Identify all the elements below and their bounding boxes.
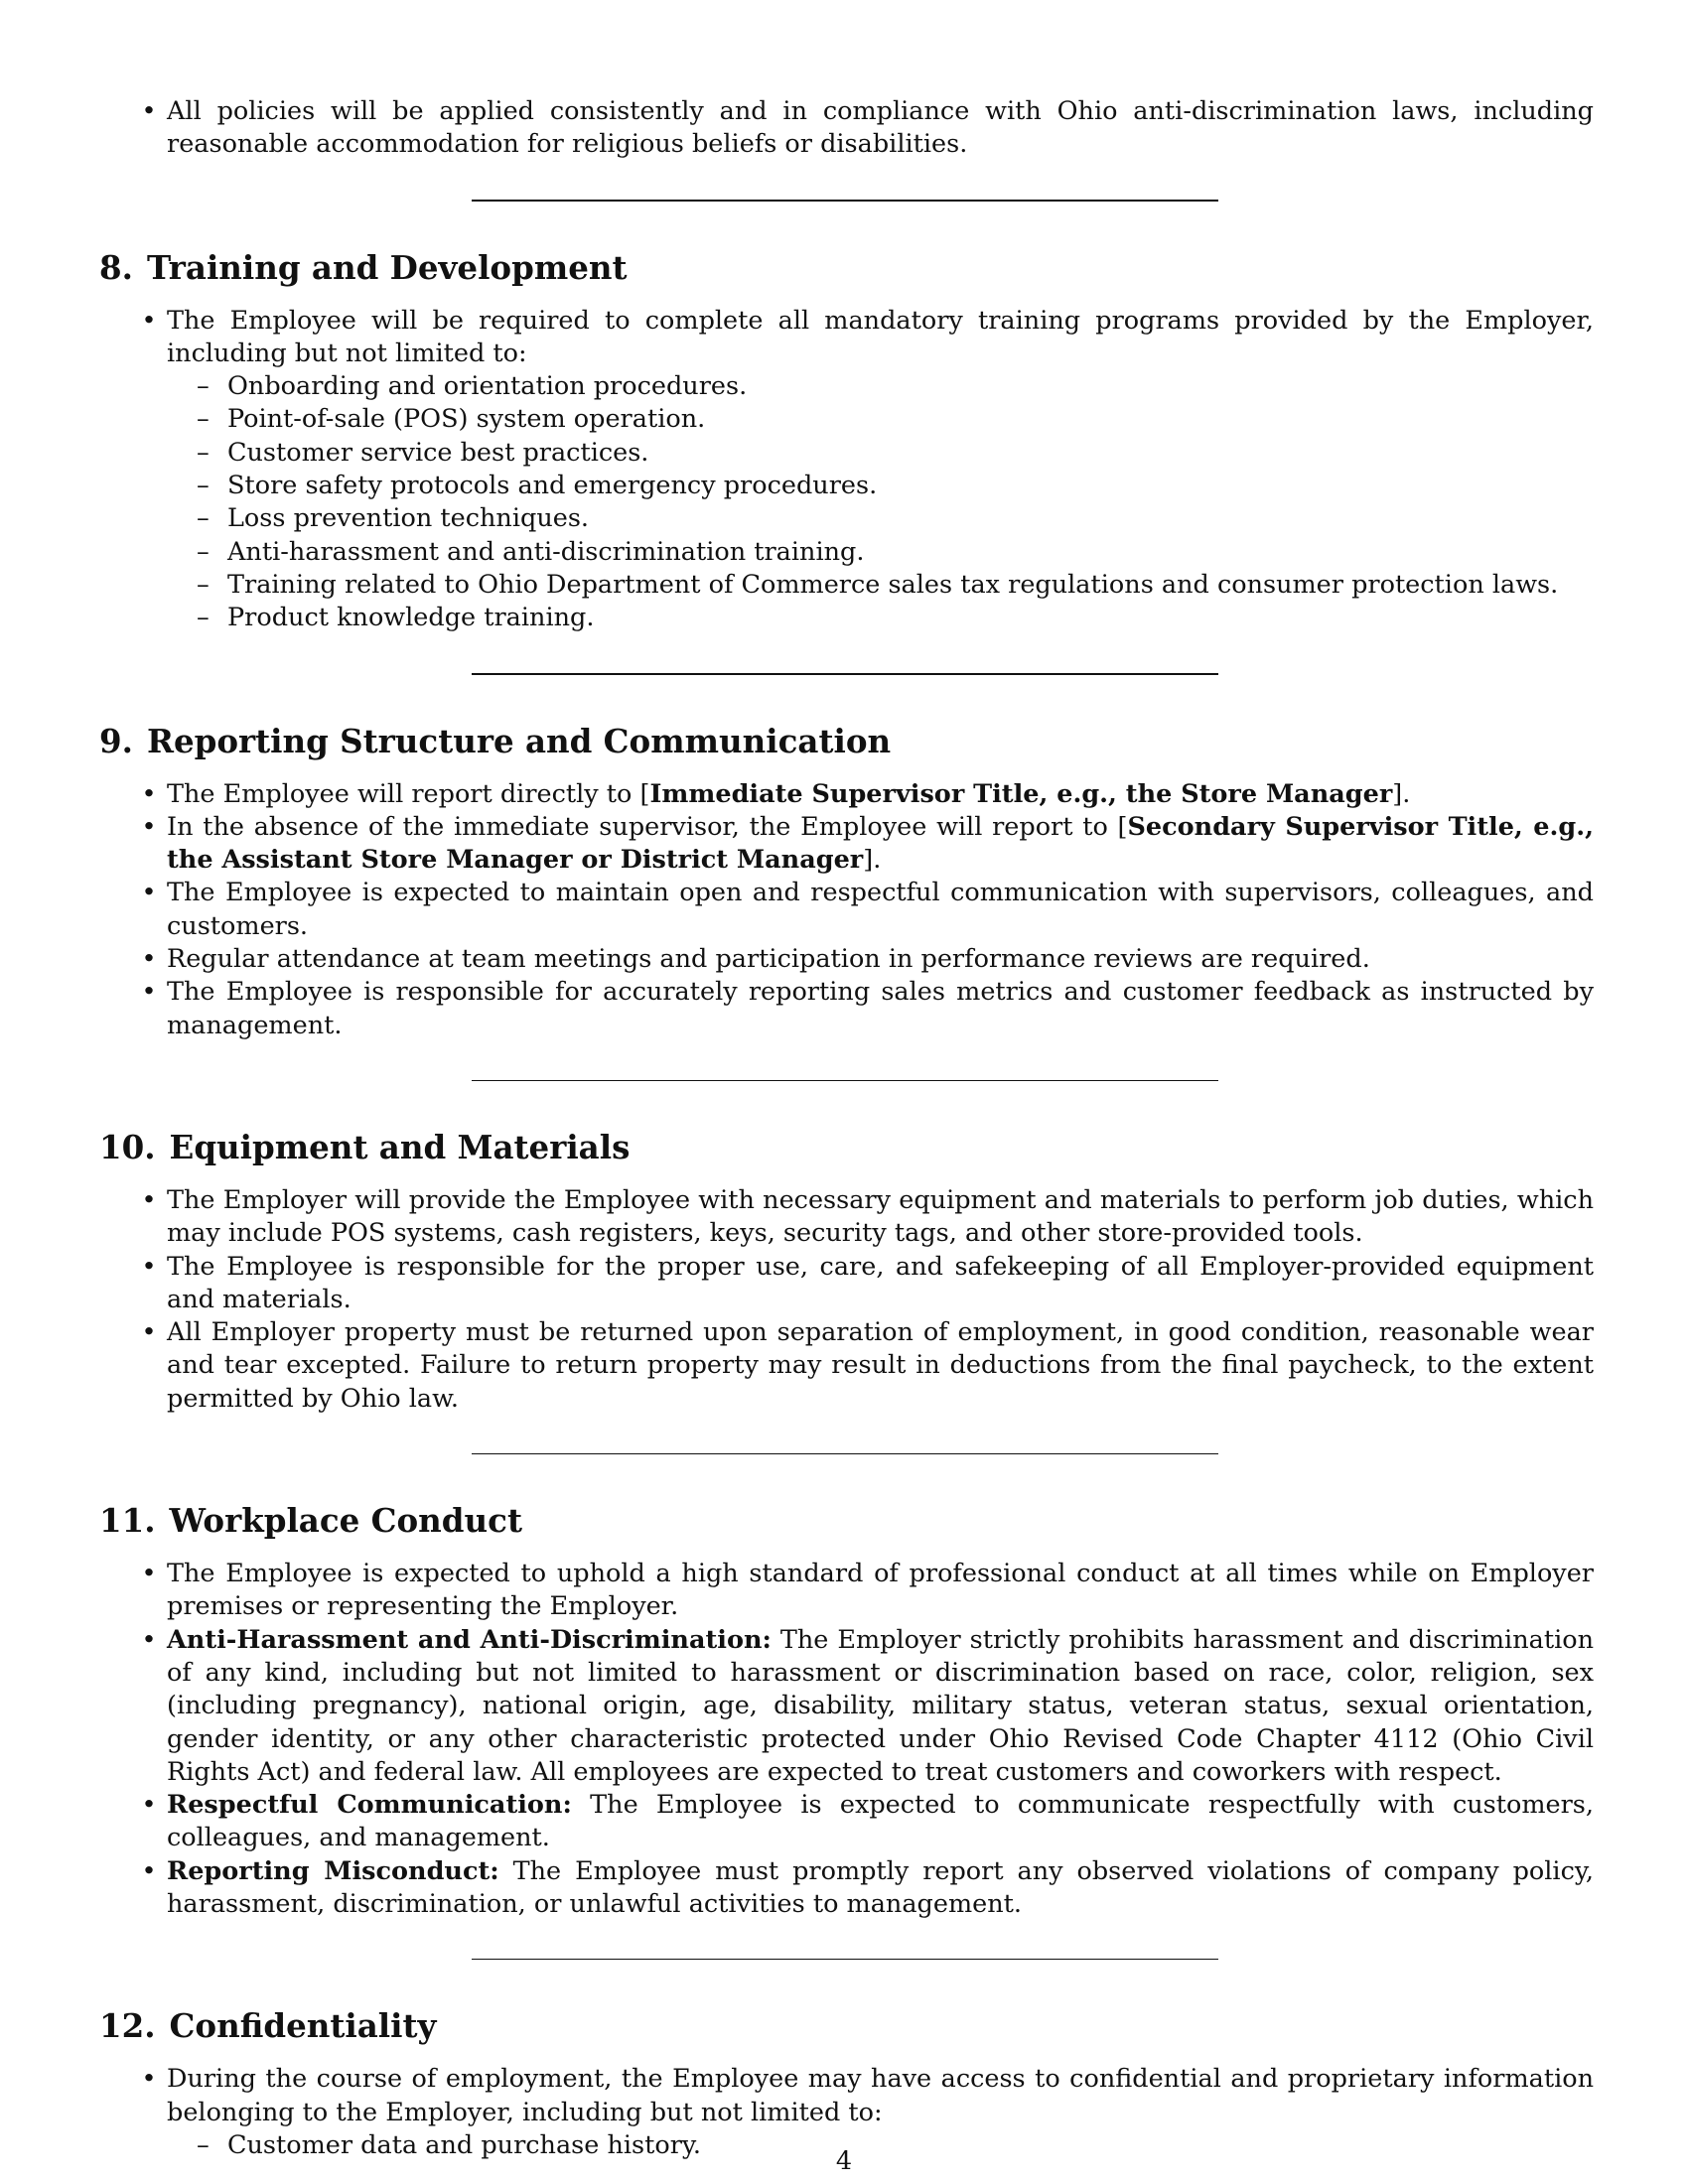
list-item: • All policies will be applied consistently and in compliance with Ohio anti-discrimination laws, including reasonable accommodation for religious beliefs or disabilities.	[141, 96, 1594, 160]
sub-list-item: – Anti-harassment and anti-discrimination training.	[197, 536, 865, 567]
sub-list-item: – Onboarding and orientation procedures.	[197, 371, 748, 402]
section-divider	[472, 200, 1218, 202]
list-item: • The Employee will report directly to [Immediate Supervisor Title, e.g., the Store Manager].	[141, 778, 1411, 809]
bullet-list	[99, 305, 1594, 635]
document-page	[99, 95, 1594, 2162]
sub-list-item: – Point-of-sale (POS) system operation.	[197, 404, 706, 435]
list-item: • In the absence of the immediate supervisor, the Employee will report to [Secondary Supervisor Title, e.g., the Assistant Store Manager or District Manager].	[141, 811, 1594, 876]
list-item: • Regular attendance at team meetings and participation in performance reviews are required.	[141, 944, 1370, 975]
list-item: • Anti-Harassment and Anti-Discrimination: The Employer strictly prohibits harassment and discrimination of any kind, including but not limited to harassment or discrimination based on race, color, religion, sex (including pregnancy), national origin, age, disability, military status, veteran status, sexual orientation, gender identity, or any other characteristic protected under Ohio Revised Code Chapter 4112 (Ohio Civil Rights Act) and federal law. All employees are expected to treat customers and coworkers with respect.	[141, 1624, 1594, 1787]
section-heading-confidentiality: 12. Confidentiality	[99, 2006, 437, 2046]
sub-list	[167, 370, 1594, 634]
section-divider	[472, 1959, 1218, 1960]
list-item: • Respectful Communication: The Employee is expected to communicate respectfully with customers, colleagues, and management.	[141, 1790, 1594, 1853]
sub-list-item: – Loss prevention techniques.	[197, 503, 590, 534]
section-heading-conduct: 11. Workplace Conduct	[99, 1501, 522, 1541]
bullet-list	[99, 1184, 1594, 1416]
bullet-list	[99, 95, 1594, 162]
bullet-list	[99, 778, 1594, 1042]
sub-list-item: – Customer service best practices.	[197, 437, 649, 468]
list-item: • The Employer will provide the Employee with necessary equipment and materials to perform job duties, which may include POS systems, cash registers, keys, security tags, and other store-provided tools.	[141, 1184, 1594, 1249]
list-item: • The Employee will be required to complete all mandatory training programs provided by the Employer, including but not limited to: – Onboarding and orientation procedures. – Point-of-sale (POS) system operation. – Customer service best practices. – Store safety protocols and emergency procedures. – Loss prevention techniques. – Anti-harassment and anti-discrimination training. – Training related to Ohio Department of Commerce sales tax regulations and consumer protection laws. – Product knowledge training.	[99, 305, 1594, 635]
page-number: 4	[835, 2146, 853, 2176]
section-divider	[472, 673, 1218, 675]
list-item: • The Employee is expected to maintain open and respectful communication with supervisors, colleagues, and customers.	[141, 878, 1594, 941]
sub-list-item: – Training related to Ohio Department of Commerce sales tax regulations and consumer protection laws.	[197, 569, 1559, 600]
section-heading-reporting: 9. Reporting Structure and Communication	[99, 721, 892, 760]
list-item: • Reporting Misconduct: The Employee must promptly report any observed violations of company policy, harassment, discrimination, or unlawful activities to management.	[141, 1855, 1594, 1919]
section-heading-training: 8. Training and Development	[99, 247, 628, 287]
section-divider	[472, 1080, 1218, 1081]
sub-list-item: – Customer data and purchase history.	[197, 2129, 702, 2160]
section-heading-equipment: 10. Equipment and Materials	[99, 1127, 631, 1166]
sub-list-item: – Store safety protocols and emergency procedures.	[197, 471, 878, 501]
sub-list-item: – Product knowledge training.	[197, 603, 595, 633]
list-item: • The Employee is responsible for accurately reporting sales metrics and customer feedback as instructed by management.	[141, 977, 1594, 1040]
section-divider	[472, 1453, 1218, 1454]
list-item: • The Employee is responsible for the proper use, care, and safekeeping of all Employer-provided equipment and materials.	[141, 1251, 1594, 1314]
bullet-list	[99, 1558, 1594, 1921]
list-item: • During the course of employment, the Employee may have access to confidential and proprietary information belonging to the Employer, including but not limited to: – Customer data and purchase history.	[99, 2063, 1594, 2162]
list-item: • The Employee is expected to uphold a high standard of professional conduct at all times while on Employer premises or representing the Employer.	[141, 1559, 1594, 1622]
list-item: • All Employer property must be returned upon separation of employment, in good condition, reasonable wear and tear excepted. Failure to return property may result in deductions from the final paycheck, to the extent permitted by Ohio law.	[141, 1317, 1594, 1414]
